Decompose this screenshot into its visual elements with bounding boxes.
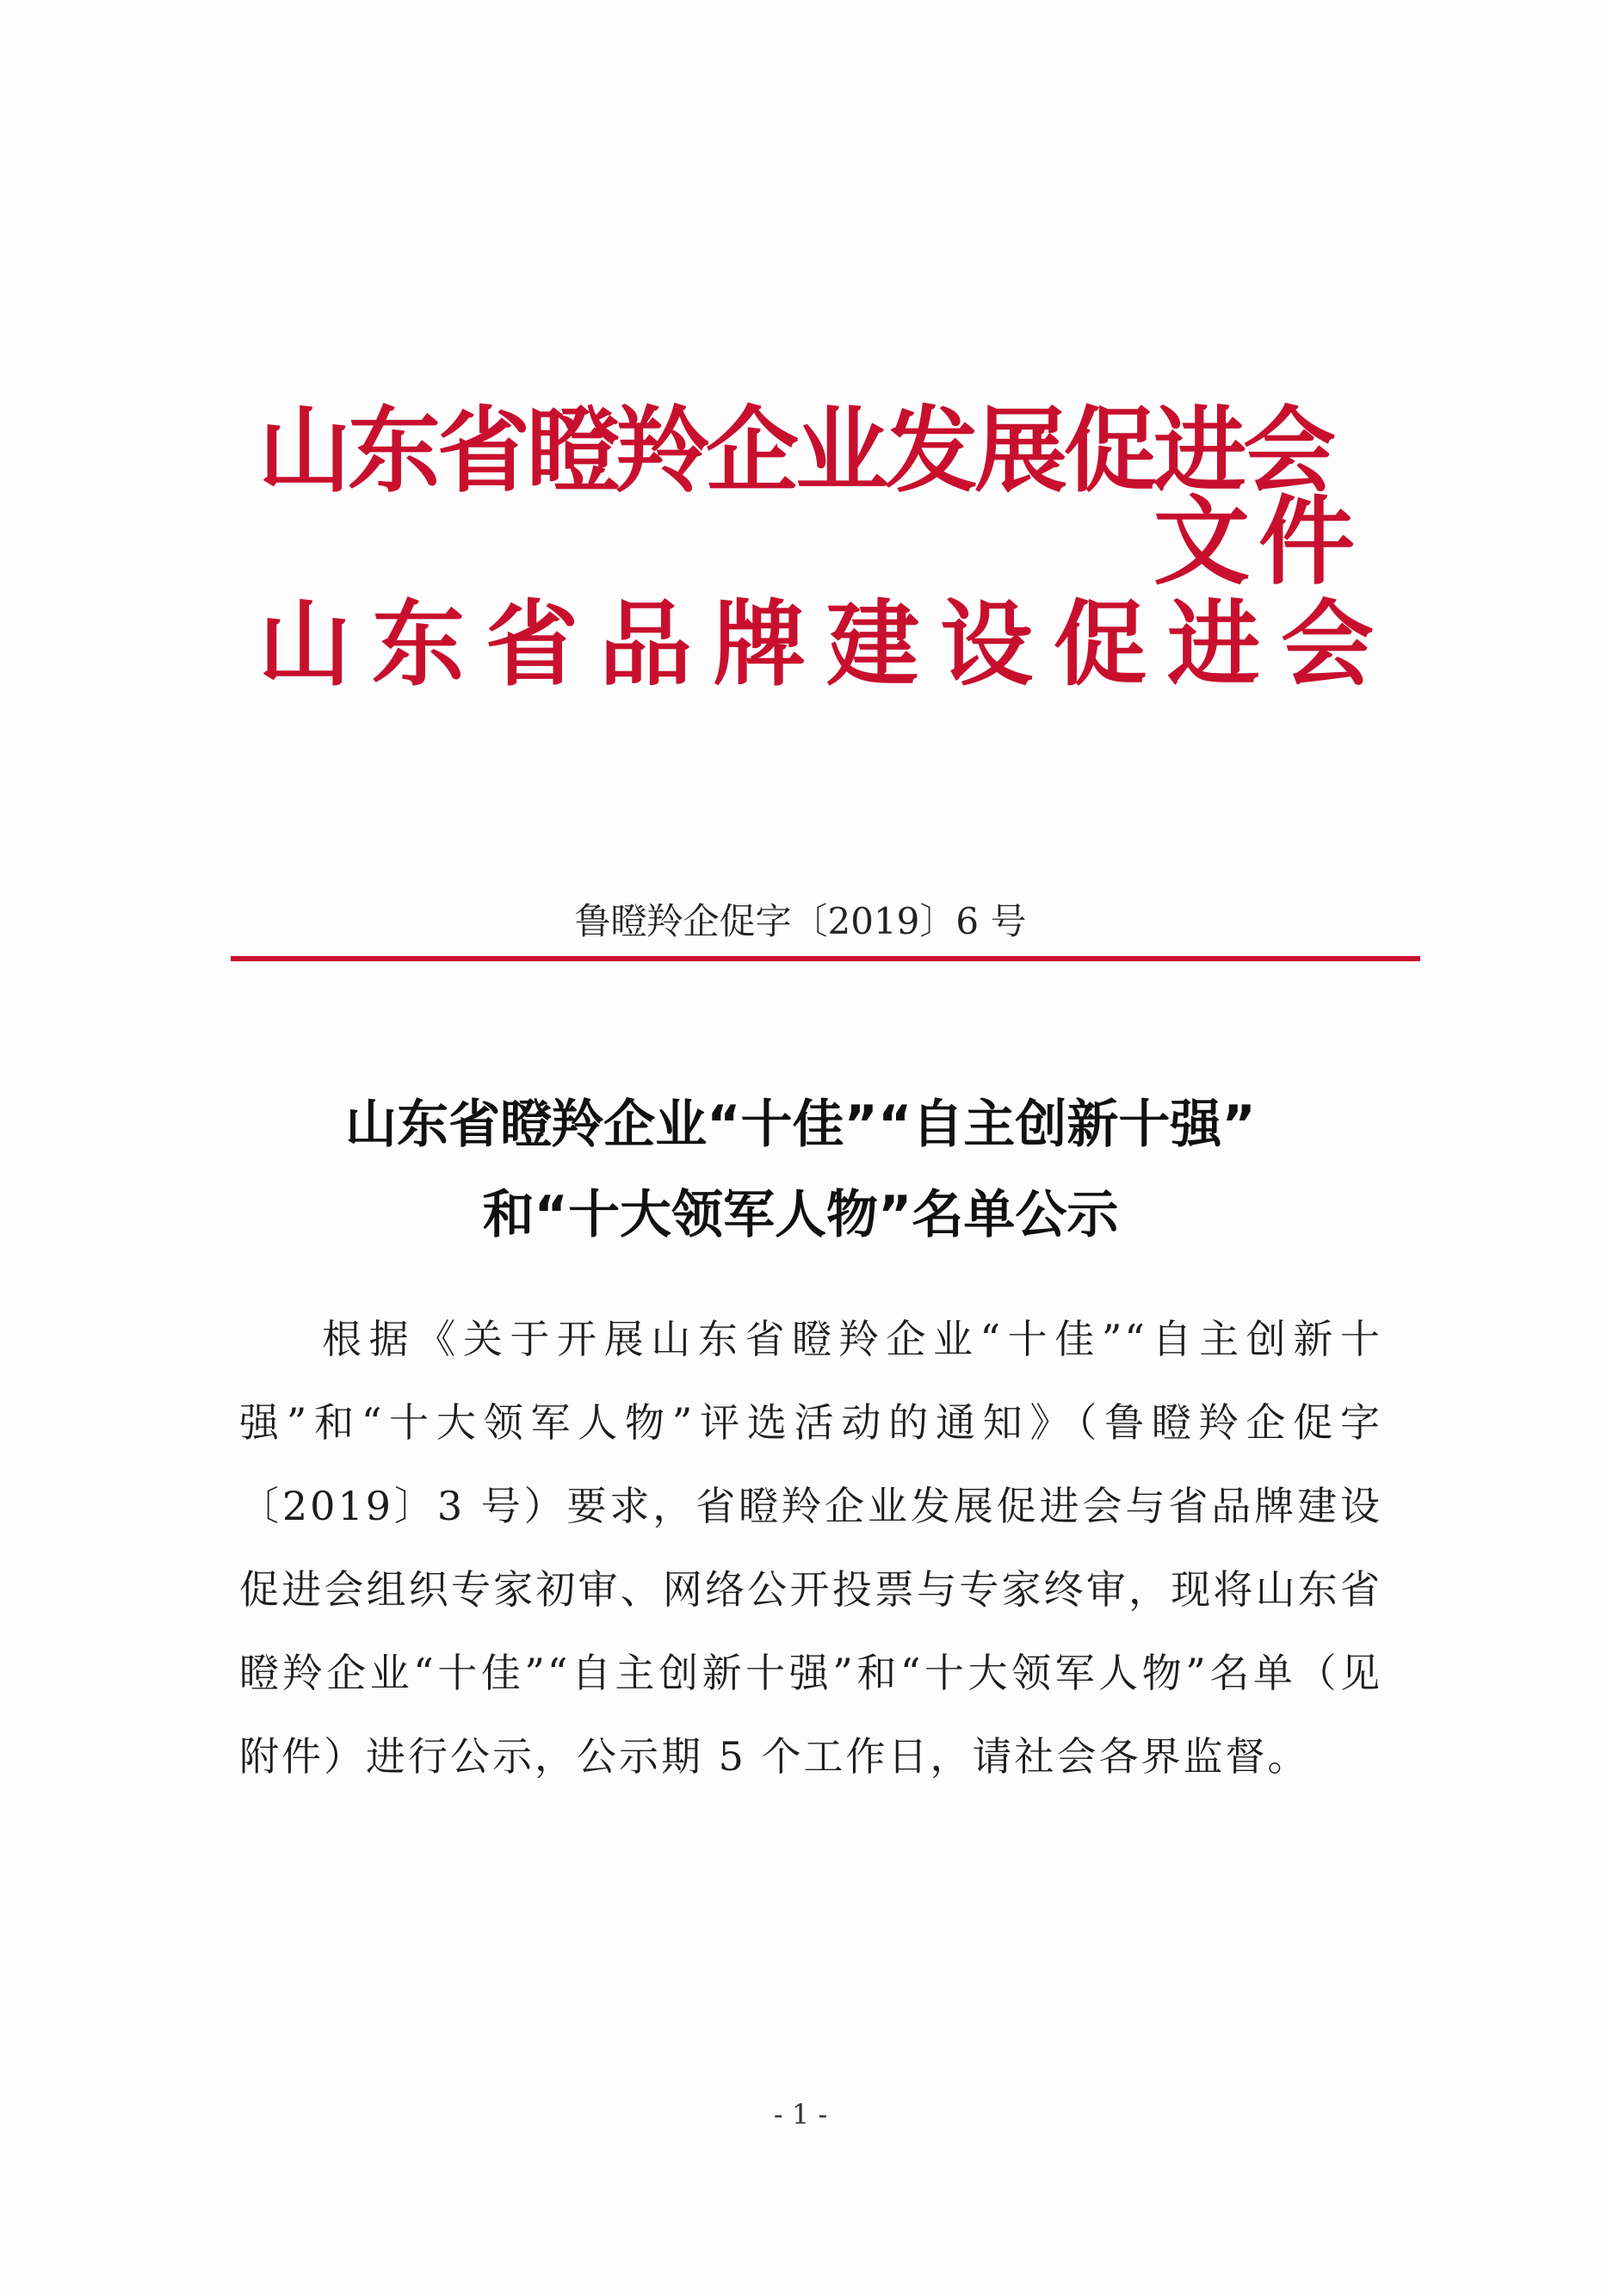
document-type-label: 文件 [1153, 486, 1363, 598]
document-title [198, 1080, 1403, 1261]
title-line-1: 山东省瞪羚企业“十佳”“自主创新十强” [345, 1095, 1256, 1155]
title-line-2: 和“十大领军人物”名单公示 [482, 1185, 1119, 1245]
document-header [258, 379, 1412, 723]
document-number: 鲁瞪羚企促字〔2019〕6 号 [574, 900, 1027, 942]
red-divider-line [231, 956, 1420, 961]
page-number: - 1 - [773, 2098, 828, 2131]
issuing-org-1: 山东省瞪羚企业发展促进会 [258, 398, 1333, 505]
body-paragraph: 根据《关于开展山东省瞪羚企业“十佳”“自主创新十强”和“十大领军人物”评选活动的通知》（鲁瞪羚企促字〔2019〕3 号）要求，省瞪羚企业发展促进会与省品牌建设促进会组织专家初审、网络公开投票与专家终审，现将山东省瞪羚企业“十佳”“自主创新十强”和“十大领军人物”名单（见附件）进行公示，公示期 5 个工作日，请社会各界监督。 [239, 1316, 1382, 1780]
issuing-org-2: 山东省品牌建设促进会 [258, 591, 1395, 699]
